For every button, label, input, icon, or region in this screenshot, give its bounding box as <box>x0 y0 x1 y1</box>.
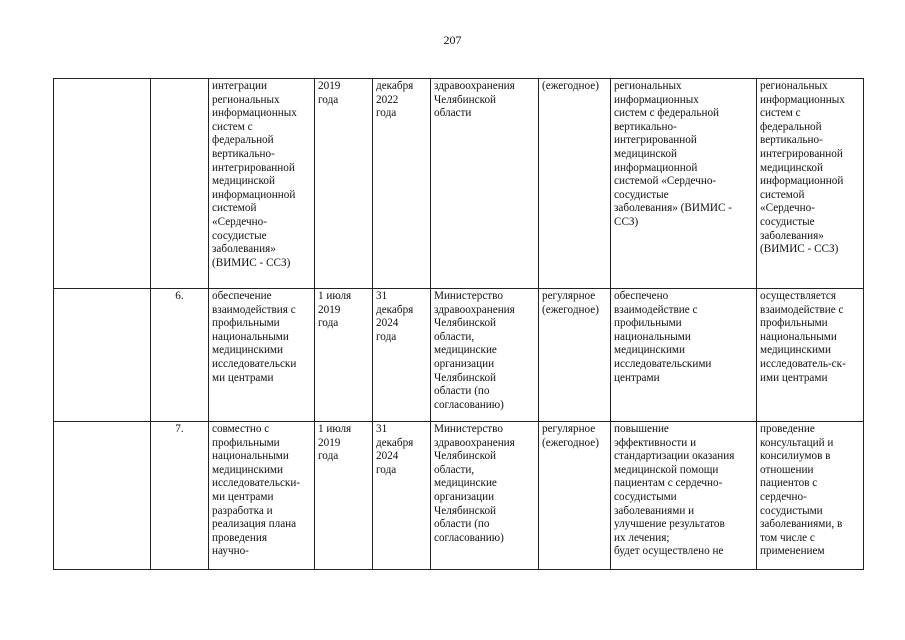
result-cell: региональных информационных систем с федеральной вертикально- интегрированной медицинской информационной системой «Сердечно- сосудистые заболевания» (ВИМИС - ССЗ) <box>611 79 757 289</box>
indicator-cell: проведение консультаций и консилиумов в отношении пациентов с сердечно- сосудистыми заболеваниями, в том числе с применением <box>757 422 864 570</box>
periodicity-cell: регулярное (ежегодное) <box>539 422 611 570</box>
indicator-cell: осуществляется взаимодействие с профильными национальными медицинскими исследователь-ск- ими центрами <box>757 289 864 422</box>
periodicity-cell: (ежегодное) <box>539 79 611 289</box>
measure-cell: совместно с профильными национальными медицинскими исследовательски- ми центрами разработка и реализация плана проведения научно- <box>209 422 315 570</box>
measure-cell: интеграции региональных информационных систем с федеральной вертикально- интегрированной медицинской информационной системой «Сердечно- сосудистые заболевания» (ВИМИС - ССЗ) <box>209 79 315 289</box>
responsible-cell: Министерство здравоохранения Челябинской области, медицинские организации Челябинской области (по согласованию) <box>431 422 539 570</box>
end-date-cell: декабря 2022 года <box>373 79 431 289</box>
start-date-cell: 1 июля 2019 года <box>315 422 373 570</box>
start-date-cell: 1 июля 2019 года <box>315 289 373 422</box>
empty-cell <box>54 422 151 570</box>
result-cell: обеспечено взаимодействие с профильными национальными медицинскими исследовательскими центрами <box>611 289 757 422</box>
empty-cell <box>54 79 151 289</box>
table-row <box>54 289 864 422</box>
periodicity-cell: регулярное (ежегодное) <box>539 289 611 422</box>
measures-table <box>53 78 864 570</box>
row-number-cell <box>151 79 209 289</box>
result-cell: повышение эффективности и стандартизации оказания медицинской помощи пациентам с сердечно- сосудистыми заболеваниями и улучшение результатов их лечения; будет осуществлено не <box>611 422 757 570</box>
responsible-cell: Министерство здравоохранения Челябинской области, медицинские организации Челябинской области (по согласованию) <box>431 289 539 422</box>
page-number: 207 <box>443 33 462 47</box>
indicator-cell: региональных информационных систем с федеральной вертикально- интегрированной медицинской информационной системой «Сердечно- сосудистые заболевания» (ВИМИС - ССЗ) <box>757 79 864 289</box>
table-row <box>54 79 864 289</box>
table-row <box>54 422 864 570</box>
measure-cell: обеспечение взаимодействия с профильными национальными медицинскими исследовательски ми центрами <box>209 289 315 422</box>
responsible-cell: здравоохранения Челябинской области <box>431 79 539 289</box>
empty-cell <box>54 289 151 422</box>
row-number-cell: 6. <box>151 289 209 422</box>
row-number-cell: 7. <box>151 422 209 570</box>
end-date-cell: 31 декабря 2024 года <box>373 422 431 570</box>
start-date-cell: 2019 года <box>315 79 373 289</box>
end-date-cell: 31 декабря 2024 года <box>373 289 431 422</box>
